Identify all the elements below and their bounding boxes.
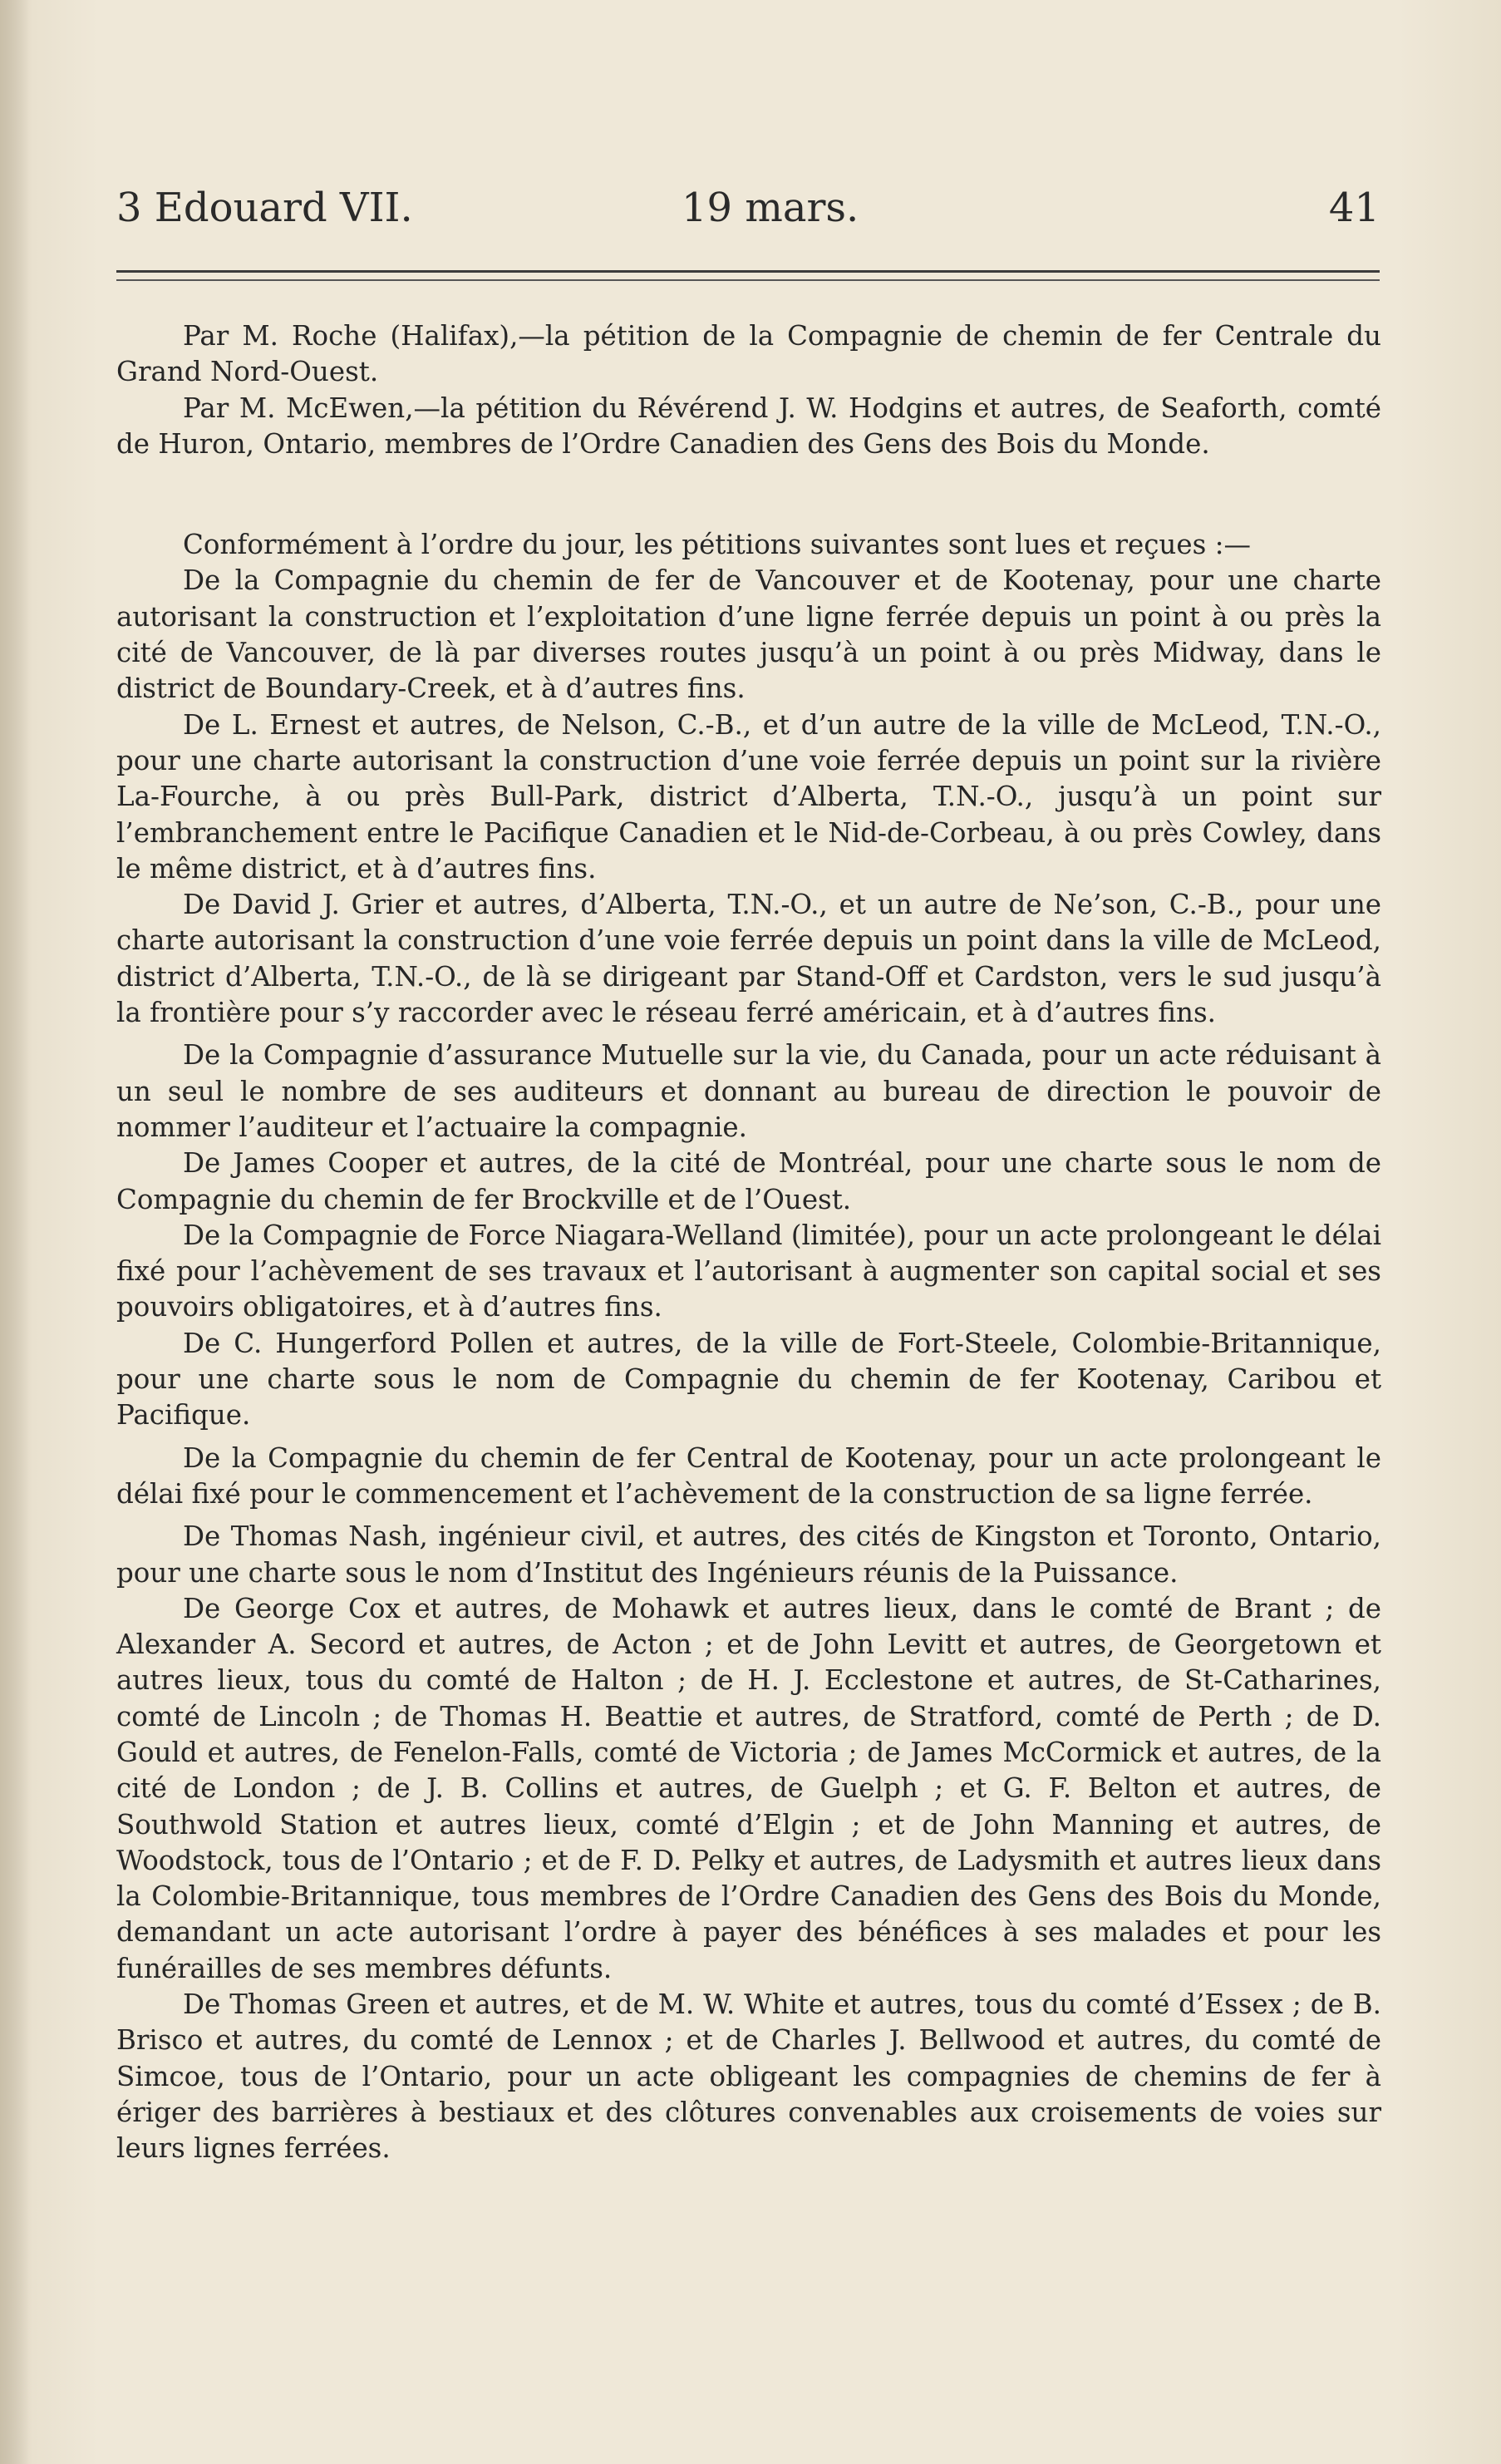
running-header — [116, 185, 1380, 243]
paragraph-central-kootenay: De la Compagnie du chemin de fer Central de Kootenay, pour un acte prolongeant le délai fixé pour le commencement et l’achèvement de la construction de sa ligne ferrée. — [116, 1441, 1381, 1510]
header-regnal-year: 3 Edouard VII. — [116, 185, 413, 231]
journal-body — [116, 318, 1381, 2167]
paragraph-woodmen-of-world: De George Cox et autres, de Mohawk et autres lieux, dans le comté de Brant ; de Alexander A. Secord et autres, de Acton ; et de John Levitt et autres, de Georgetown et autres lieux, tous du comté de Halton ; de H. J. Ecclestone et autres, de St-Catharines, comté de Lincoln ; de Thomas H. Beattie et autres, de Stratford, comté de Perth ; de D. Gould et autres, de Fenelon-Falls, comté de Victoria ; de James McCormick et autres, de la cité de London ; de J. B. Collins et autres, de Guelph ; et G. F. Belton et autres, de Southwold Station et autres lieux, comté d’Elgin ; et de John Manning et autres, de Woodstock, tous de l’Ontario ; et de F. D. Pelky et autres, de Ladysmith et autres lieux dans la Colombie-Britannique, tous membres de l’Ordre Canadien des Gens des Bois du Monde, demandant un acte autorisant l’ordre à payer des bénéfices à ses malades et pour les funérailles de ses membres défunts. — [116, 1592, 1381, 1984]
paragraph-order-of-day: Conformément à l’ordre du jour, les pétitions suivantes sont lues et reçues :— — [183, 529, 1252, 561]
paragraph-cooper-montreal: De James Cooper et autres, de la cité de Montréal, pour une charte sous le nom de Compagnie du chemin de fer Brockville et de l’Ouest. — [116, 1147, 1381, 1215]
paragraph-nash-engineers: De Thomas Nash, ingénieur civil, et autres, des cités de Kingston et Toronto, Ontario, pour une charte sous le nom d’Institut des Ingénieurs réunis de la Puissance. — [116, 1520, 1381, 1589]
paragraph-vancouver-kootenay: De la Compagnie du chemin de fer de Vancouver et de Kootenay, pour une charte autorisant la construction et l’exploitation d’une ligne ferrée depuis un point à ou près la cité de Vancouver, de là par diverses routes jusqu’à un point à ou près Midway, dans le district de Boundary-Creek, et à d’autres fins. — [116, 564, 1381, 705]
paragraph-mutual-life: De la Compagnie d’assurance Mutuelle sur la vie, du Canada, pour un acte réduisant à un seul le nombre de ses auditeurs et donnant au bureau de direction le pouvoir de nommer l’auditeur et l’actuaire la compagnie. — [116, 1039, 1381, 1143]
paragraph-petition-mcewen: Par M. McEwen,—la pétition du Révérend J. W. Hodgins et autres, de Seaforth, comté de Huron, Ontario, membres de l’Ordre Canadien des Gens des Bois du Monde. — [116, 392, 1381, 460]
paragraph-ernest-nelson: De L. Ernest et autres, de Nelson, C.-B., et d’un autre de la ville de McLeod, T.N.-O., pour une charte autorisant la construction d’une voie ferrée depuis un point sur la rivière La-Fourche, à ou près Bull-Park, district d’Alberta, T.N.-O., jusqu’à un point sur l’embranchement entre le Pacifique Canadien et le Nid-de-Corbeau, à ou près Cowley, dans le même district, et à d’autres fins. — [116, 708, 1381, 885]
paragraph-grier-alberta: De David J. Grier et autres, d’Alberta, T.N.-O., et un autre de Ne’son, C.-B., pour une charte autorisant la construction d’une voie ferrée depuis un point dans la ville de McLeod, district d’Alberta, T.N.-O., de là se dirigeant par Stand-Off et Cardston, vers le sud jusqu’à la frontière pour s’y raccorder avec le réseau ferré américain, et à d’autres fins. — [116, 889, 1381, 1029]
paragraph-cattle-guards: De Thomas Green et autres, et de M. W. White et autres, tous du comté d’Essex ; de B. Brisco et autres, du comté de Lennox ; et de Charles J. Bellwood et autres, du comté de Simcoe, tous de l’Ontario, pour un acte obligeant les compagnies de chemins de fer à ériger des barrières à bestiaux et des clôtures convenables aux croisements de voies sur leurs lignes ferrées. — [116, 1988, 1381, 2165]
paragraph-niagara-welland: De la Compagnie de Force Niagara-Welland (limitée), pour un acte prolongeant le délai fixé pour l’achèvement de ses travaux et l’autorisant à augmenter son capital social et ses pouvoirs obligatoires, et à d’autres fins. — [116, 1219, 1381, 1323]
header-rule-thick — [116, 270, 1380, 273]
page-number: 41 — [1328, 185, 1380, 231]
header-date: 19 mars. — [682, 185, 859, 231]
page-binding-shadow — [0, 0, 30, 2464]
header-rule-thin — [116, 279, 1380, 281]
paragraph-pollen-fort-steele: De C. Hungerford Pollen et autres, de la ville de Fort-Steele, Colombie-Britannique, pour une charte sous le nom de Compagnie du chemin de fer Kootenay, Caribou et Pacifique. — [116, 1327, 1381, 1432]
paragraph-petition-roche: Par M. Roche (Halifax),—la pétition de la Compagnie de chemin de fer Centrale du Grand Nord-Ouest. — [116, 320, 1381, 388]
